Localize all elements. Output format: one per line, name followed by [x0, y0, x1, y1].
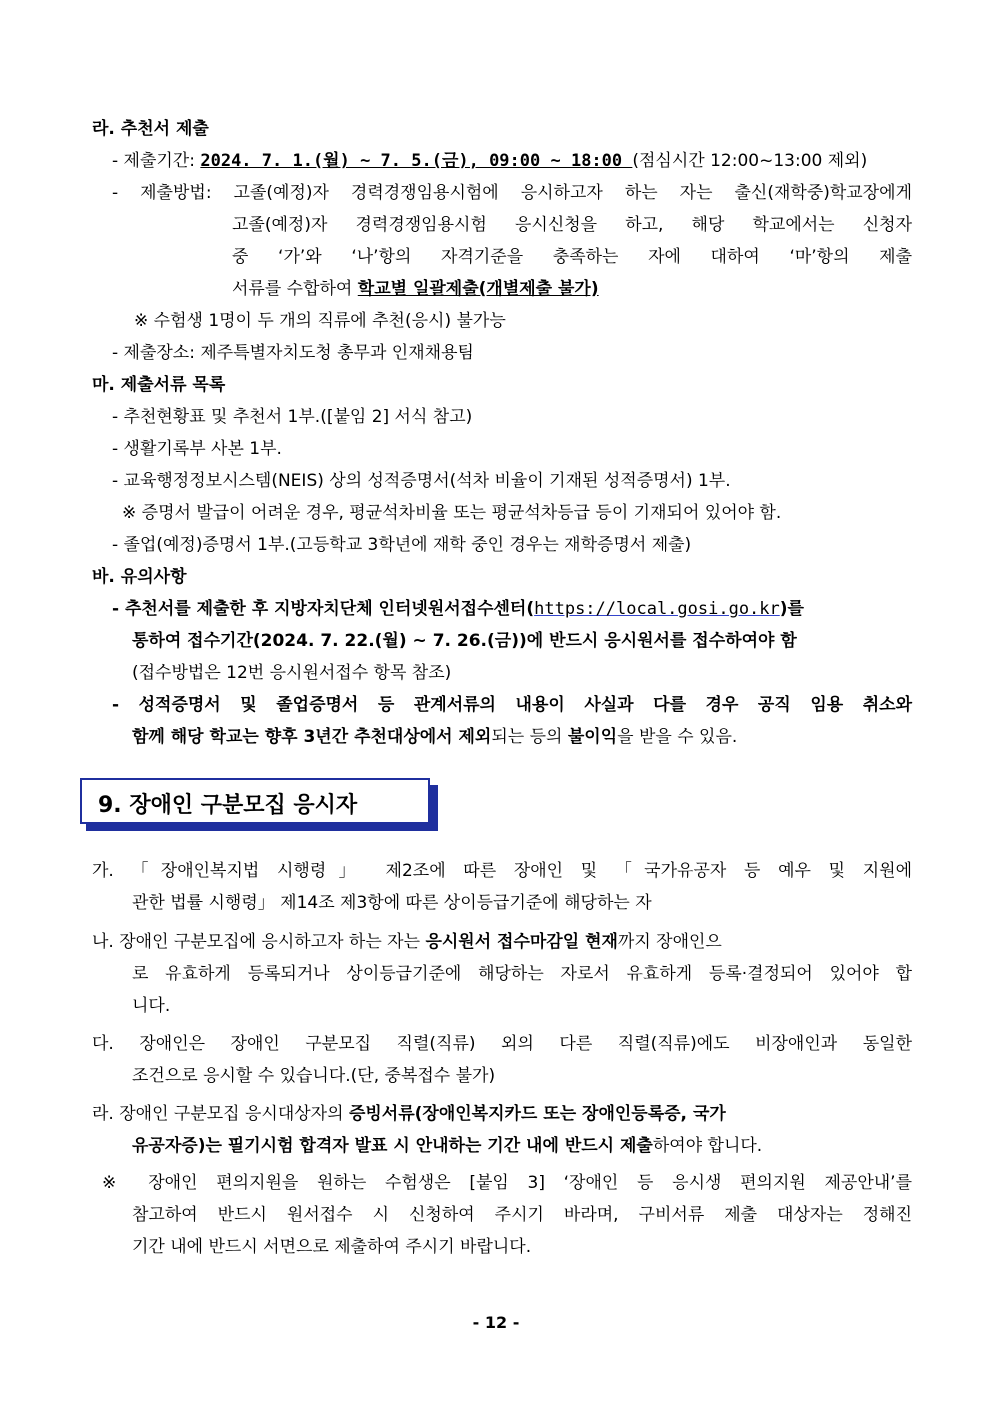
- item-na-line-3: 니다.: [132, 996, 171, 1016]
- caution-2-line-1: - 성적증명서 및 졸업증명서 등 관계서류의 내용이 사실과 다를 경우 공직 임용 취소와: [112, 695, 912, 715]
- section-9-title-box: [80, 778, 430, 824]
- document-item-1: - 추천현황표 및 추천서 1부.([붙임 2] 서식 참고): [112, 407, 473, 427]
- item-ra-line-2: [132, 1133, 762, 1159]
- document-item-3: - 교육행정정보시스템(NEIS) 상의 성적증명서(석차 비율이 기재된 성적증명서) 1부.: [112, 471, 731, 491]
- item-na-text-end: 까지 장애인으: [617, 932, 722, 952]
- method-line-4: [232, 276, 599, 302]
- method-line-1: - 제출방법: 고졸(예정)자 경력경쟁임용시험에 응시하고자 하는 자는 출신(재학중)학교장에게: [112, 183, 912, 203]
- caution-2-text-end: 을 받을 수 있음.: [617, 727, 738, 747]
- period-label: - 제출기간:: [112, 151, 201, 171]
- method-line-2: 고졸(예정)자 경력경쟁임용시험 응시신청을 하고, 해당 학교에서는 신청자: [232, 215, 912, 235]
- accommodation-note-line-1: ※ 장애인 편의지원을 원하는 수험생은 [붙임 3] ‘장애인 등 응시생 편의지원 제공안내’를: [102, 1173, 912, 1193]
- caution-2-line-2: [132, 724, 737, 750]
- section-ba-heading: 바. 유의사항: [92, 567, 187, 587]
- caution-1-line-1: [112, 596, 804, 622]
- duplicate-note: ※ 수험생 1명이 두 개의 직류에 추천(응시) 불가능: [134, 311, 506, 331]
- item-ga-line-2: 관한 법률 시행령」 제14조 제3항에 따른 상이등급기준에 해당하는 자: [132, 893, 652, 913]
- section-ra-heading: 라. 추천서 제출: [92, 119, 209, 139]
- document-item-4: - 졸업(예정)증명서 1부.(고등학교 3학년에 재학 중인 경우는 재학증명서 제출): [112, 535, 692, 555]
- item-na-text: 나. 장애인 구분모집에 응시하고자 하는 자는: [92, 932, 426, 952]
- period-value: 2024. 7. 1.(월) ~ 7. 5.(금), 09:00 ~ 18:00: [200, 151, 633, 171]
- method-line-4-text: 서류를 수합하여: [232, 279, 358, 299]
- item-da-line-1: 다. 장애인은 장애인 구분모집 직렬(직류) 외의 다른 직렬(직류)에도 비장애인과 동일한: [92, 1034, 912, 1054]
- gosi-url-link[interactable]: https://local.gosi.go.kr: [534, 599, 780, 619]
- item-ga-line-1: 가. 「장애인복지법 시행령」 제2조에 따른 장애인 및 「국가유공자 등 예우 및 지원에: [92, 861, 912, 881]
- caution-1-line-2: 통하여 접수기간(2024. 7. 22.(월) ~ 7. 26.(금))에 반드시 응시원서를 접수하여야 함: [132, 631, 797, 651]
- submission-deadline-emphasis: 유공자증)는 필기시험 합격자 발표 시 안내하는 기간 내에 반드시 제출: [132, 1136, 653, 1156]
- page-number: - 12 -: [472, 1313, 520, 1332]
- item-ra-text-end: 하여야 합니다.: [652, 1136, 763, 1156]
- method-line-3: 중 ‘가’와 ‘나’항의 자격기준을 충족하는 자에 대하여 ‘마’항의 제출: [232, 247, 912, 267]
- document-item-2: - 생활기록부 사본 1부.: [112, 439, 282, 459]
- period-note: (점심시간 12:00~13:00 제외): [632, 151, 868, 171]
- caution-1-line-3: (접수방법은 12번 응시원서접수 항목 참조): [132, 663, 452, 683]
- caution-1-text-end: )를: [779, 599, 804, 619]
- caution-2-text: 되는 등의: [491, 727, 568, 747]
- item-na-line-2: 로 유효하게 등록되거나 상이등급기준에 해당하는 자로서 유효하게 등록·결정되어 있어야 합: [132, 964, 912, 984]
- item-ra-text: 라. 장애인 구분모집 응시대상자의: [92, 1104, 349, 1124]
- exclusion-emphasis: 함께 해당 학교는 향후 3년간 추천대상에서 제외: [132, 727, 492, 747]
- section-ma-heading: 마. 제출서류 목록: [92, 375, 226, 395]
- item-da-line-2: 조건으로 응시할 수 있습니다.(단, 중복접수 불가): [132, 1066, 496, 1086]
- item-na-line-1: [92, 929, 722, 955]
- deadline-emphasis: 응시원서 접수마감일 현재: [425, 932, 618, 952]
- batch-submission-emphasis: 학교별 일괄제출(개별제출 불가): [357, 279, 599, 299]
- submission-period: [112, 148, 867, 174]
- item-ra-line-1: [92, 1101, 726, 1127]
- document-item-3-note: ※ 증명서 발급이 어려운 경우, 평균석차비율 또는 평균석차등급 등이 기재되어 있어야 함.: [122, 503, 782, 523]
- disadvantage-emphasis: 불이익: [567, 727, 618, 747]
- caution-1-text: - 추천서를 제출한 후 지방자치단체 인터넷원서접수센터(: [112, 599, 535, 619]
- submission-place: - 제출장소: 제주특별자치도청 총무과 인재채용팀: [112, 343, 474, 363]
- accommodation-note-line-3: 기간 내에 반드시 서면으로 제출하여 주시기 바랍니다.: [132, 1237, 532, 1257]
- proof-documents-emphasis: 증빙서류(장애인복지카드 또는 장애인등록증, 국가: [348, 1104, 726, 1124]
- accommodation-note-line-2: 참고하여 반드시 원서접수 시 신청하여 주시기 바라며, 구비서류 제출 대상자는 정해진: [132, 1205, 912, 1225]
- section-9-title: 9. 장애인 구분모집 응시자: [98, 793, 358, 818]
